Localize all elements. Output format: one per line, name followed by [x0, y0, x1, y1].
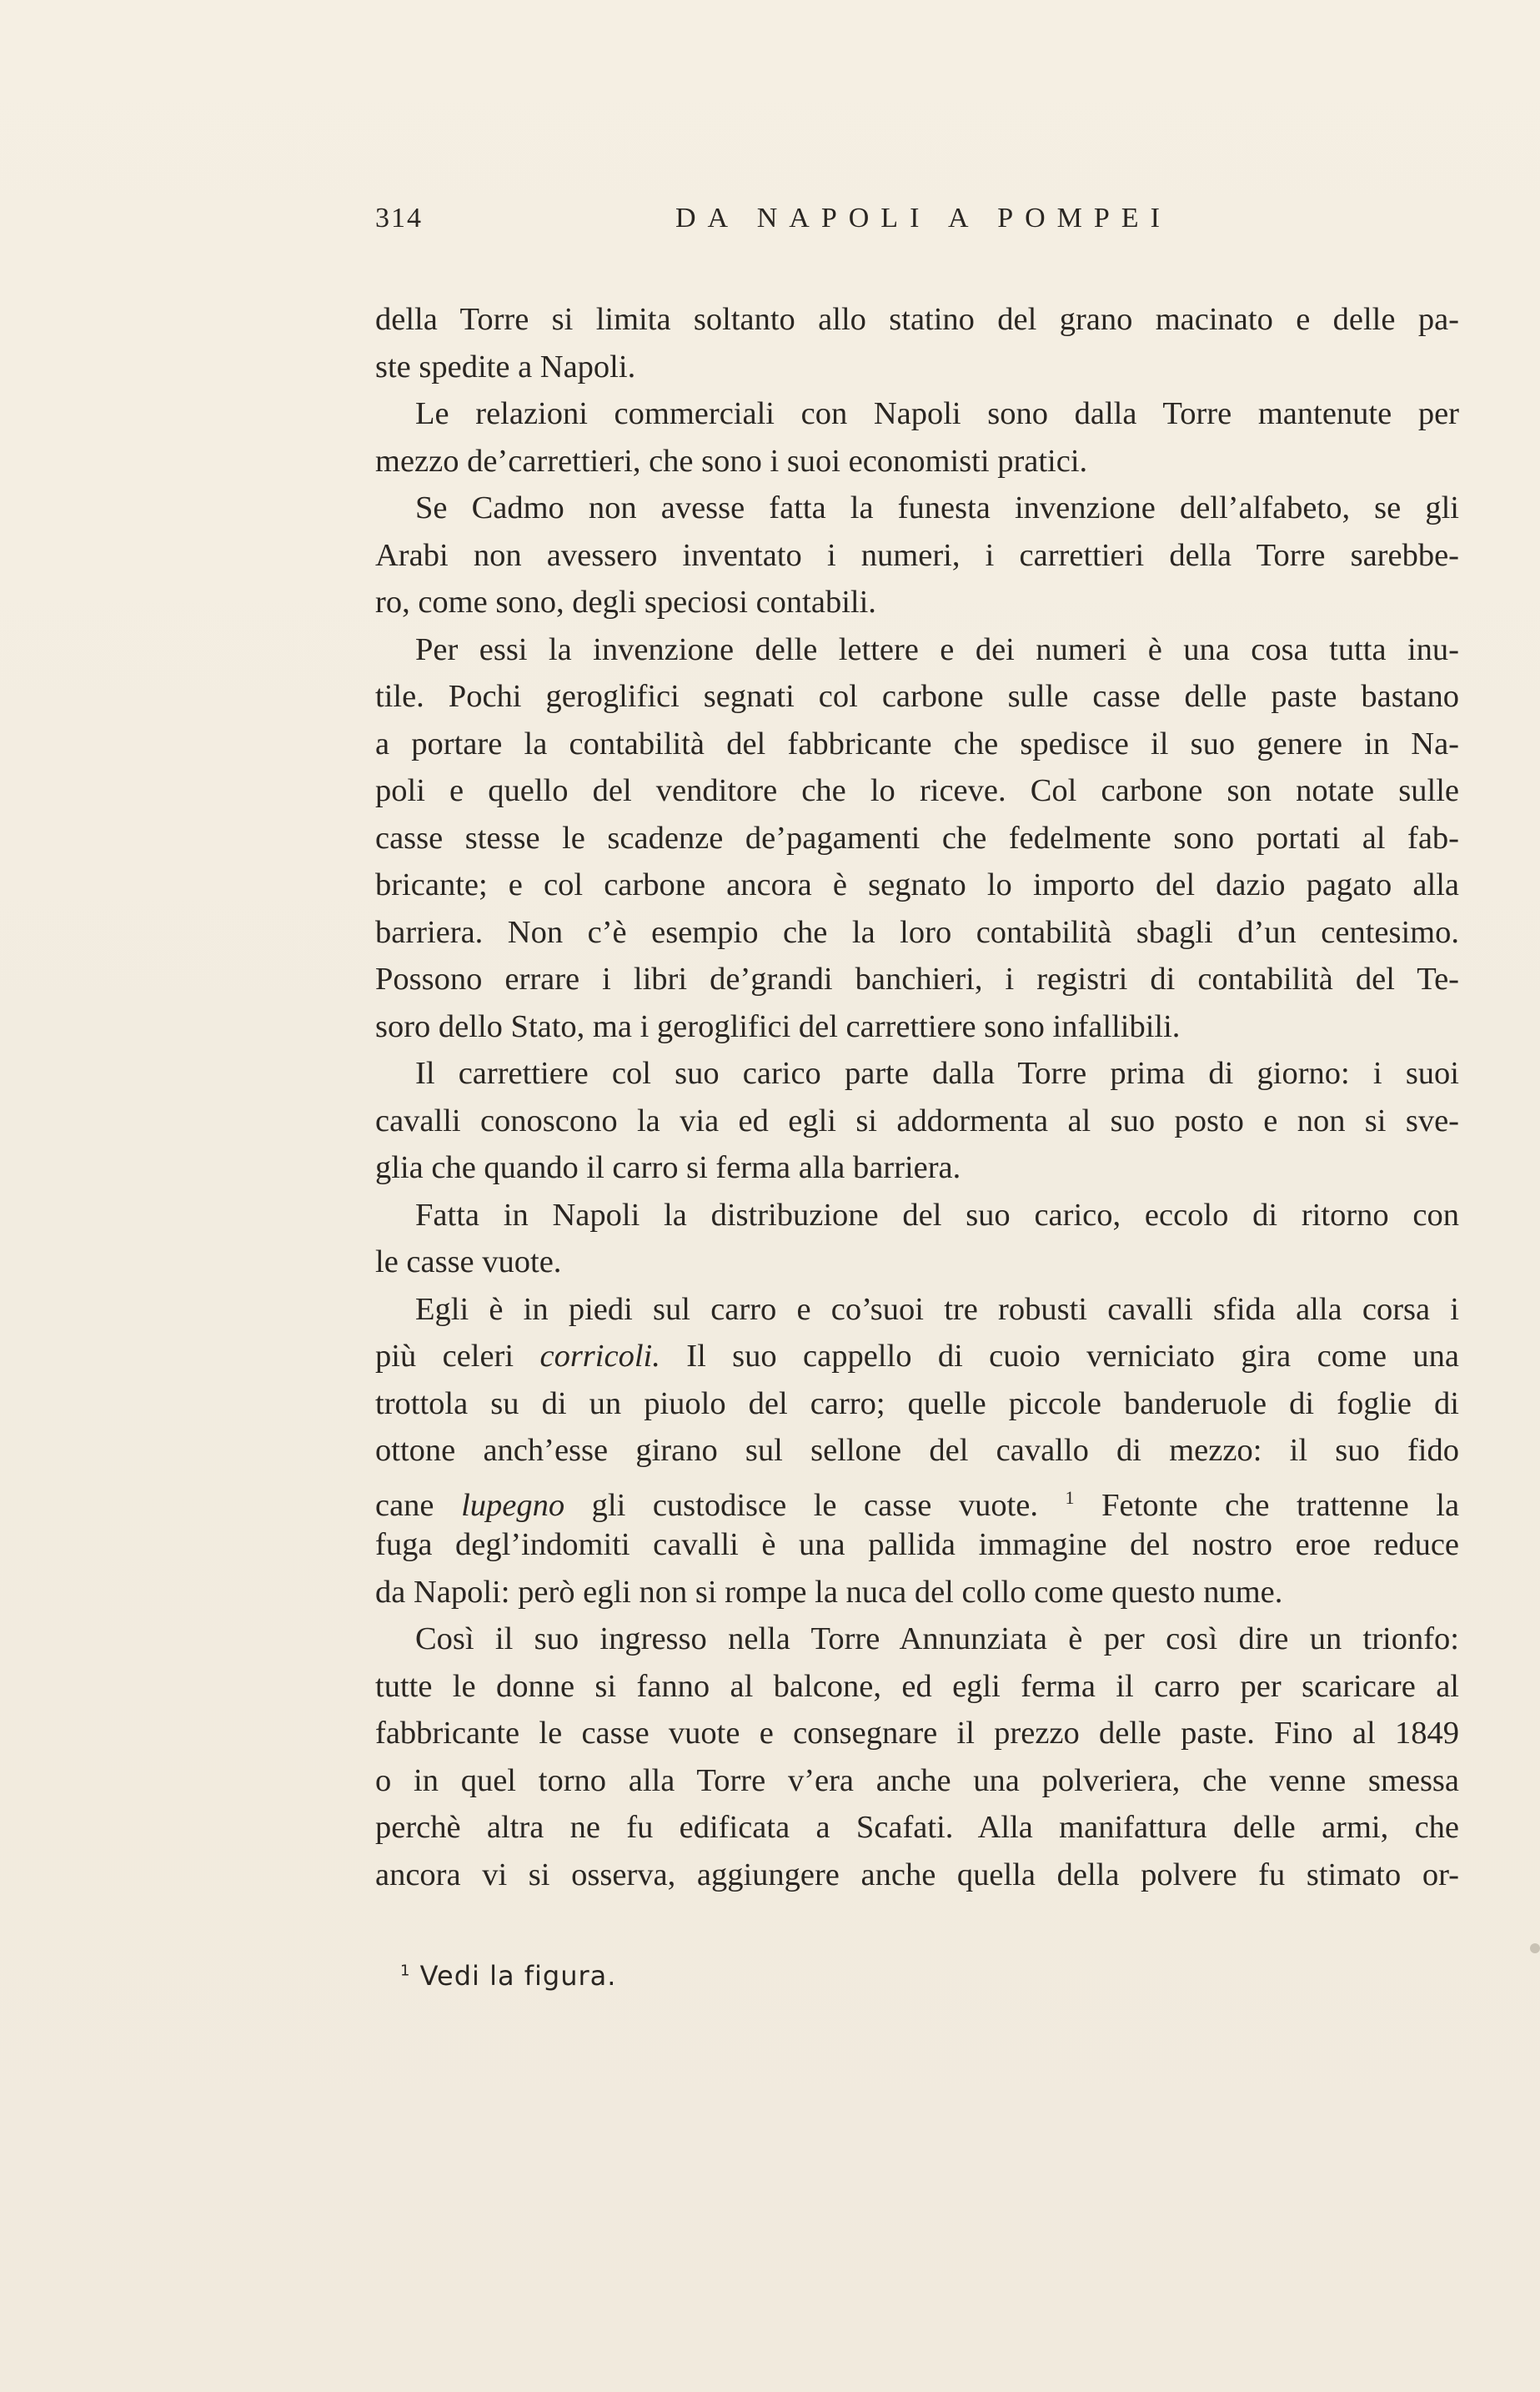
text-line	[375, 1333, 1459, 1380]
text-segment: gli custodisce le casse vuote.	[591, 1487, 1038, 1523]
margin-dot-icon	[1530, 1943, 1540, 1953]
text-line: tutte le donne si fanno al balcone, ed egli ferma il carro per scaricare al	[375, 1668, 1459, 1704]
text-line: ro, come sono, degli speciosi contabili.	[375, 585, 876, 620]
footnote-marker: 1	[400, 1962, 411, 1980]
text-line: Se Cadmo non avesse fatta la funesta invenzione dell’alfabeto, se gli	[415, 490, 1459, 525]
text-line: fuga degl’indomiti cavalli è una pallida immagine del nostro eroe reduce	[375, 1527, 1459, 1562]
text-line: ottone anch’esse girano sul sellone del cavallo di mezzo: il suo fido	[375, 1433, 1459, 1468]
text-line: soro dello Stato, ma i geroglifici del carrettiere sono infallibili.	[375, 1008, 1181, 1044]
italic-term: lupegno	[461, 1487, 565, 1523]
footnote-reference: 1	[1065, 1486, 1075, 1508]
text-line: fabbricante le casse vuote e consegnare il prezzo delle paste. Fino al 1849	[375, 1716, 1459, 1751]
text-line: poli e quello del venditore che lo riceve. Col carbone son notate sulle	[375, 773, 1459, 808]
text-line: tile. Pochi geroglifici segnati col carbone sulle casse delle paste bastano	[375, 679, 1459, 714]
text-line	[375, 1475, 1459, 1522]
text-line: ste spedite a Napoli.	[375, 349, 636, 384]
text-line: o in quel torno alla Torre v’era anche una polveriera, che venne smessa	[375, 1762, 1459, 1798]
page-header	[375, 203, 1209, 253]
text-line: della Torre si limita soltanto allo statino del grano macinato e delle pa-	[375, 302, 1459, 337]
text-segment: Il suo cappello di cuoio verniciato gira come una	[686, 1339, 1460, 1374]
text-line: trottola su di un piuolo del carro; quelle piccole banderuole di foglie di	[375, 1385, 1459, 1421]
text-line: Egli è in piedi sul carro e co’suoi tre robusti cavalli sfida alla corsa i	[415, 1291, 1459, 1327]
text-line: Le relazioni commerciali con Napoli sono dalla Torre mantenute per	[415, 396, 1459, 431]
text-line: glia che quando il carro si ferma alla barriera.	[375, 1150, 961, 1185]
text-line: da Napoli: però egli non si rompe la nuca del collo come questo nume.	[375, 1574, 1283, 1610]
text-line: Arabi non avessero inventato i numeri, i carrettieri della Torre sarebbe-	[375, 537, 1459, 573]
text-line: casse stesse le scadenze de’pagamenti che fedelmente sono portati al fab-	[375, 820, 1459, 856]
running-title: DA NAPOLI A POMPEI	[675, 203, 1171, 234]
text-line: le casse vuote.	[375, 1244, 562, 1279]
text-line: cavalli conoscono la via ed egli si addormenta al suo posto e non si sve-	[375, 1103, 1459, 1138]
text-line: ancora vi si osserva, aggiungere anche quella della polvere fu stimato or-	[375, 1857, 1459, 1892]
text-line: Il carrettiere col suo carico parte dalla Torre prima di giorno: i suoi	[415, 1056, 1459, 1091]
text-line: mezzo de’carrettieri, che sono i suoi economisti pratici.	[375, 443, 1088, 479]
text-line: barriera. Non c’è esempio che la loro contabilità sbagli d’un centesimo.	[375, 914, 1459, 950]
body-text	[375, 296, 1459, 1898]
text-line: bricante; e col carbone ancora è segnato lo importo del dazio pagato alla	[375, 867, 1459, 902]
text-line: Per essi la invenzione delle lettere e dei numeri è una cosa tutta inu-	[415, 631, 1459, 667]
footnote	[400, 1960, 616, 1992]
text-segment: Fetonte che trattenne la	[1101, 1487, 1460, 1523]
text-line: perchè altra ne fu edificata a Scafati. Alla manifattura delle armi, che	[375, 1810, 1459, 1845]
text-segment: più celeri	[375, 1339, 514, 1374]
italic-term: corricoli.	[539, 1339, 660, 1374]
page-number: 314	[375, 203, 423, 234]
text-segment: cane	[375, 1487, 434, 1523]
text-line: Possono errare i libri de’grandi banchieri, i registri di contabilità del Te-	[375, 962, 1459, 997]
text-line: Fatta in Napoli la distribuzione del suo carico, eccolo di ritorno con	[415, 1197, 1459, 1233]
text-line: a portare la contabilità del fabbricante che spedisce il suo genere in Na-	[375, 726, 1459, 761]
text-line: Così il suo ingresso nella Torre Annunziata è per così dire un trionfo:	[415, 1621, 1459, 1656]
footnote-text: Vedi la figura.	[419, 1960, 617, 1992]
